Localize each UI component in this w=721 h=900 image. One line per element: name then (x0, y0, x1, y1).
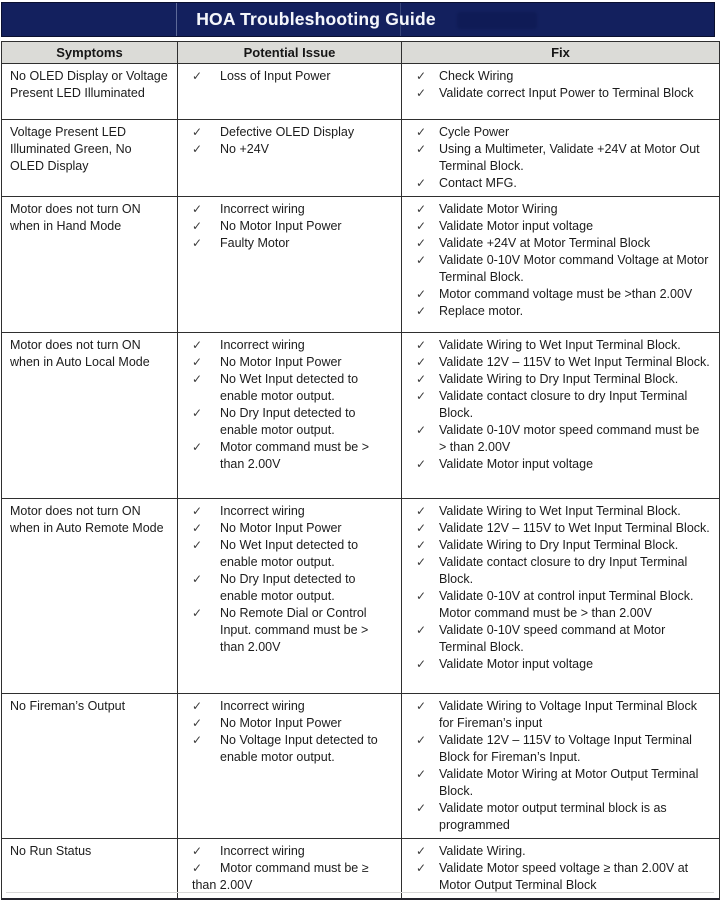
symptom-cell: Motor does not turn ON when in Auto Remote Mode (10, 504, 164, 535)
fix-item (416, 235, 710, 252)
check-icon: ✓ (192, 538, 203, 552)
issue-item (192, 218, 395, 235)
fix-item (416, 537, 710, 554)
check-icon: ✓ (192, 861, 203, 875)
fixes-cell (401, 499, 719, 693)
issue-text: Loss of Input Power (220, 69, 331, 83)
issue-text: Motor command must be ≥ than 2.00V (192, 861, 369, 892)
check-icon: ✓ (416, 142, 427, 156)
issue-item (192, 337, 395, 354)
issue-item (192, 537, 395, 571)
issue-text: Faulty Motor (220, 236, 290, 250)
fix-text: Cycle Power (439, 125, 510, 139)
fix-item (416, 175, 710, 192)
fix-text: Validate Wiring to Dry Input Terminal Block. (439, 372, 679, 386)
check-icon: ✓ (416, 457, 427, 471)
check-icon: ✓ (192, 504, 203, 518)
table-row (2, 333, 719, 499)
fix-text: Validate Motor input voltage (439, 219, 594, 233)
fix-item (416, 124, 710, 141)
fix-item (416, 520, 710, 537)
fix-text: Validate correct Input Power to Terminal Block (439, 86, 694, 100)
page-title: HOA Troubleshooting Guide (196, 9, 436, 29)
issues-cell (177, 333, 401, 498)
column-header-symptoms: Symptoms (56, 45, 123, 60)
check-icon: ✓ (416, 389, 427, 403)
check-icon: ✓ (192, 372, 203, 386)
fix-text: Validate 0-10V Motor command Voltage at Motor Terminal Block. (439, 253, 709, 284)
check-icon: ✓ (192, 236, 203, 250)
issue-item (192, 698, 395, 715)
check-icon: ✓ (416, 733, 427, 747)
issue-text: Defective OLED Display (220, 125, 355, 139)
issues-cell (177, 694, 401, 838)
check-icon: ✓ (416, 219, 427, 233)
check-icon: ✓ (416, 589, 427, 603)
issue-item (192, 68, 395, 85)
column-divider-line (176, 3, 177, 36)
fix-item (416, 286, 710, 303)
fix-item (416, 141, 710, 175)
issue-item (192, 201, 395, 218)
table-row (2, 694, 719, 839)
fixes-cell (401, 64, 719, 119)
title-bar (1, 2, 715, 37)
check-icon: ✓ (416, 86, 427, 100)
check-icon: ✓ (416, 521, 427, 535)
issue-item (192, 405, 395, 439)
issue-item (192, 354, 395, 371)
check-icon: ✓ (192, 406, 203, 420)
fix-text: Validate 0-10V at control input Terminal Block. Motor command must be > than 2.00V (439, 589, 694, 620)
issue-text: Incorrect wiring (220, 844, 305, 858)
check-icon: ✓ (416, 504, 427, 518)
fix-item (416, 85, 710, 102)
fix-text: Validate Wiring to Wet Input Terminal Block. (439, 338, 681, 352)
check-icon: ✓ (416, 253, 427, 267)
check-icon: ✓ (416, 861, 427, 875)
issue-item (192, 843, 395, 860)
fix-item (416, 337, 710, 354)
check-icon: ✓ (192, 572, 203, 586)
issues-cell (177, 120, 401, 196)
fix-text: Validate Wiring to Dry Input Terminal Block. (439, 538, 679, 552)
issue-text: Incorrect wiring (220, 699, 305, 713)
fix-text: Validate Wiring to Wet Input Terminal Block. (439, 504, 681, 518)
issue-item (192, 732, 395, 766)
fix-text: Validate motor output terminal block is as programmed (439, 801, 667, 832)
fix-item (416, 800, 710, 834)
issue-item (192, 141, 395, 158)
fixes-cell (401, 120, 719, 196)
table-row (2, 499, 719, 694)
check-icon: ✓ (416, 657, 427, 671)
fix-text: Validate Motor Wiring at Motor Output Terminal Block. (439, 767, 699, 798)
check-icon: ✓ (416, 699, 427, 713)
check-icon: ✓ (416, 236, 427, 250)
check-icon: ✓ (192, 125, 203, 139)
fix-text: Validate contact closure to dry Input Terminal Block. (439, 389, 688, 420)
check-icon: ✓ (416, 538, 427, 552)
issue-text: Motor command must be > than 2.00V (220, 440, 370, 471)
fix-text: Validate Motor speed voltage ≥ than 2.00V at Motor Output Terminal Block (439, 861, 689, 892)
issue-text: No Voltage Input detected to enable motor output. (220, 733, 378, 764)
check-icon: ✓ (416, 623, 427, 637)
issue-text: No Dry Input detected to enable motor output. (220, 406, 356, 437)
fix-item (416, 843, 710, 860)
check-icon: ✓ (416, 844, 427, 858)
issue-item (192, 439, 395, 473)
fix-text: Replace motor. (439, 304, 524, 318)
check-icon: ✓ (192, 69, 203, 83)
table-row (2, 839, 719, 898)
issue-text: No Wet Input detected to enable motor output. (220, 538, 359, 569)
issue-item (192, 124, 395, 141)
check-icon: ✓ (416, 355, 427, 369)
fixes-cell (401, 694, 719, 838)
issue-text: Incorrect wiring (220, 202, 305, 216)
fix-text: Validate 12V – 115V to Voltage Input Terminal Block for Fireman’s Input. (439, 733, 692, 764)
check-icon: ✓ (416, 767, 427, 781)
check-icon: ✓ (416, 69, 427, 83)
issue-item (192, 371, 395, 405)
check-icon: ✓ (192, 202, 203, 216)
fixes-cell (401, 197, 719, 332)
issue-text: No Motor Input Power (220, 219, 342, 233)
table-row (2, 197, 719, 333)
fix-text: Validate contact closure to dry Input Terminal Block. (439, 555, 688, 586)
fix-item (416, 303, 710, 320)
issue-text: No Remote Dial or Control Input. command must be > than 2.00V (220, 606, 369, 654)
issue-item (192, 715, 395, 732)
symptom-cell: No Run Status (10, 844, 92, 858)
troubleshooting-table (1, 41, 720, 900)
fix-text: Validate +24V at Motor Terminal Block (439, 236, 651, 250)
fix-text: Validate Motor input voltage (439, 457, 594, 471)
check-icon: ✓ (416, 801, 427, 815)
table-row (2, 64, 719, 120)
fixes-cell (401, 839, 719, 898)
fix-text: Validate Wiring. (439, 844, 526, 858)
table-row (2, 120, 719, 197)
check-icon: ✓ (192, 142, 203, 156)
fix-item (416, 218, 710, 235)
fix-text: Check Wiring (439, 69, 514, 83)
column-header-fix: Fix (401, 42, 719, 63)
check-icon: ✓ (416, 202, 427, 216)
check-icon: ✓ (416, 287, 427, 301)
check-icon: ✓ (416, 372, 427, 386)
check-icon: ✓ (416, 125, 427, 139)
fix-text: Contact MFG. (439, 176, 517, 190)
fix-item (416, 456, 710, 473)
check-icon: ✓ (192, 716, 203, 730)
fix-text: Validate 12V – 115V to Wet Input Terminal Block. (439, 521, 710, 535)
fix-text: Validate 0-10V speed command at Motor Terminal Block. (439, 623, 666, 654)
fixes-cell (401, 333, 719, 498)
fix-text: Validate Wiring to Voltage Input Terminal Block for Fireman’s input (439, 699, 698, 730)
issue-item (192, 605, 395, 656)
symptom-cell: No Fireman’s Output (10, 699, 126, 713)
issue-text: No +24V (220, 142, 269, 156)
issue-text: No Dry Input detected to enable motor output. (220, 572, 356, 603)
symptom-cell: Motor does not turn ON when in Hand Mode (10, 202, 141, 233)
column-header-potential-issue: Potential Issue (177, 42, 401, 63)
check-icon: ✓ (192, 355, 203, 369)
check-icon: ✓ (416, 176, 427, 190)
fix-item (416, 354, 710, 371)
fix-item (416, 371, 710, 388)
check-icon: ✓ (192, 606, 203, 620)
check-icon: ✓ (192, 440, 203, 454)
issue-text: No Motor Input Power (220, 355, 342, 369)
issues-cell (177, 64, 401, 119)
fix-item (416, 656, 710, 673)
issue-text: No Motor Input Power (220, 521, 342, 535)
check-icon: ✓ (192, 844, 203, 858)
symptom-cell: No OLED Display or Voltage Present LED Illuminated (10, 69, 168, 100)
check-icon: ✓ (192, 521, 203, 535)
issues-cell (177, 839, 401, 898)
check-icon: ✓ (192, 219, 203, 233)
fix-item (416, 554, 710, 588)
table-body (2, 64, 719, 898)
issue-text: Incorrect wiring (220, 338, 305, 352)
issue-text: No Wet Input detected to enable motor output. (220, 372, 359, 403)
issue-item (192, 520, 395, 537)
fix-item (416, 422, 710, 456)
issues-cell (177, 499, 401, 693)
fix-text: Validate Motor Wiring (439, 202, 558, 216)
issue-item (192, 235, 395, 252)
fix-item (416, 201, 710, 218)
table-header-row (2, 42, 719, 64)
check-icon: ✓ (192, 338, 203, 352)
issue-item (192, 503, 395, 520)
fix-item (416, 860, 710, 894)
check-icon: ✓ (416, 423, 427, 437)
fix-text: Motor command voltage must be >than 2.00V (439, 287, 693, 301)
fix-item (416, 588, 710, 622)
issue-text: Incorrect wiring (220, 504, 305, 518)
fix-item (416, 698, 710, 732)
fix-item (416, 252, 710, 286)
fix-item (416, 68, 710, 85)
fix-item (416, 622, 710, 656)
check-icon: ✓ (192, 733, 203, 747)
check-icon: ✓ (416, 338, 427, 352)
faded-logo-mark (457, 12, 537, 29)
issue-item (184, 860, 395, 894)
fix-text: Validate 12V – 115V to Wet Input Terminal Block. (439, 355, 710, 369)
issues-cell (177, 197, 401, 332)
page-edge-shadow (6, 892, 714, 893)
fix-item (416, 732, 710, 766)
fix-text: Validate Motor input voltage (439, 657, 594, 671)
check-icon: ✓ (416, 304, 427, 318)
check-icon: ✓ (192, 699, 203, 713)
fix-item (416, 766, 710, 800)
fix-item (416, 388, 710, 422)
issue-text: No Motor Input Power (220, 716, 342, 730)
symptom-cell: Motor does not turn ON when in Auto Local Mode (10, 338, 150, 369)
issue-item (192, 571, 395, 605)
symptom-cell: Voltage Present LED Illuminated Green, No OLED Display (10, 125, 132, 173)
fix-item (416, 503, 710, 520)
fix-text: Validate 0-10V motor speed command must be > than 2.00V (439, 423, 700, 454)
fix-text: Using a Multimeter, Validate +24V at Motor Out Terminal Block. (439, 142, 700, 173)
check-icon: ✓ (416, 555, 427, 569)
